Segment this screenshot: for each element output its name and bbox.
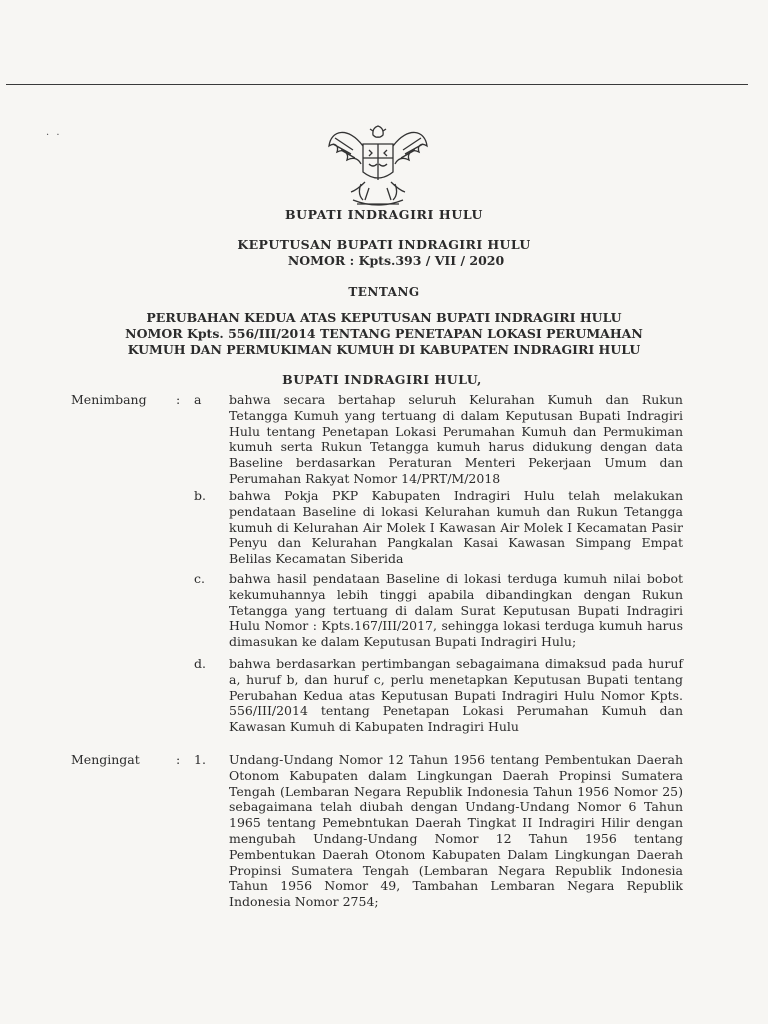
item-marker: c. <box>194 571 205 586</box>
consideration-item <box>229 571 683 650</box>
garuda-emblem-icon <box>323 116 433 212</box>
item-text: Undang-Undang Nomor 12 Tahun 1956 tentang Pembentukan Daerah Otonom Kabupaten dalam Lingkungan Daerah Propinsi Sumatera Tengah (Lembaran Negara Republik Indonesia Tahun 1956 Nomor 25) sebagaimana telah diubah dengan Undang-Undang Nomor 6 Tahun 1965 tentang Pemebntukan Daerah Tingkat II Indragiri Hilir dengan mengubah Undang-Undang Nomor 12 Tahun 1956 tentang Pembentukan Daerah Otonom Kabupaten Dalam Lingkungan Daerah Propinsi Sumatera Tengah (Lembaran Negara Republik Indonesia Tahun 1956 Nomor 49, Tambahan Lembaran Negara Republik Indonesia Nomor 2754; <box>229 752 683 910</box>
subject-line: NOMOR Kpts. 556/III/2014 TENTANG PENETAPAN LOKASI PERUMAHAN <box>125 326 643 341</box>
item-text: bahwa secara bertahap seluruh Kelurahan Kumuh dan Rukun Tetangga Kumuh yang tertuang di dalam Keputusan Bupati Indragiri Hulu tentang Penetapan Lokasi Perumahan Kumuh dan Permukiman kumuh serta Rukun Tetangga kumuh harus didukung dengan data Baseline berdasarkan Peraturan Menteri Pekerjaan Umum dan Perumahan Rakyat Nomor 14/PRT/M/2018 <box>229 392 683 486</box>
office-heading: BUPATI INDRAGIRI HULU <box>284 207 484 222</box>
item-text: bahwa hasil pendataan Baseline di lokasi terduga kumuh nilai bobot kekumuhannya lebih tinggi apabila dibandingkan dengan Rukun Tetangga yang tertuang di dalam Surat Keputusan Bupati Indragiri Hulu Nomor : Kpts.167/III/2017, sehingga lokasi terduga kumuh harus dimasukan ke dalam Keputusan Bupati Indragiri Hulu; <box>229 571 683 650</box>
item-marker: a <box>194 392 202 407</box>
item-marker: b. <box>194 488 206 503</box>
item-text: bahwa berdasarkan pertimbangan sebagaimana dimaksud pada huruf a, huruf b, dan huruf c, perlu menetapkan Keputusan Bupati tentang Perubahan Kedua atas Keputusan Bupati Indragiri Hulu Nomor Kpts. 556/III/2014 tentang Penetapan Lokasi Perumahan Kumuh dan Kawasan Kumuh di Kabupaten Indragiri Hulu <box>229 656 683 735</box>
decree-number: NOMOR : Kpts.393 / VII / 2020 <box>287 253 505 268</box>
subject-line: PERUBAHAN KEDUA ATAS KEPUTUSAN BUPATI INDRAGIRI HULU <box>146 310 622 325</box>
consideration-item <box>229 392 683 487</box>
subject-line: KUMUH DAN PERMUKIMAN KUMUH DI KABUPATEN INDRAGIRI HULU <box>127 342 641 357</box>
item-marker: 1. <box>194 752 206 767</box>
top-rule <box>6 84 748 85</box>
item-text: bahwa Pokja PKP Kabupaten Indragiri Hulu telah melakukan pendataan Baseline di lokasi Kelurahan kumuh dan Rukun Tetangga kumuh di Kelurahan Air Molek I Kawasan Air Molek I Kecamatan Pasir Penyu dan Kelurahan Pangkalan Kasai Kawasan Simpang Empat Belilas Kecamatan Siberida <box>229 488 683 567</box>
about-heading: TENTANG <box>348 285 420 299</box>
section-label-mengingat: Mengingat <box>71 752 140 767</box>
item-marker: d. <box>194 656 206 671</box>
issuer-heading: BUPATI INDRAGIRI HULU, <box>282 372 482 387</box>
consideration-item <box>229 656 683 735</box>
consideration-item <box>229 488 683 567</box>
section-colon: : <box>176 752 181 767</box>
legal-basis-item <box>229 752 683 910</box>
decree-title: KEPUTUSAN BUPATI INDRAGIRI HULU <box>237 237 531 252</box>
scan-speck: · · <box>46 130 62 141</box>
section-label-menimbang: Menimbang <box>71 392 147 407</box>
section-colon: : <box>176 392 181 407</box>
